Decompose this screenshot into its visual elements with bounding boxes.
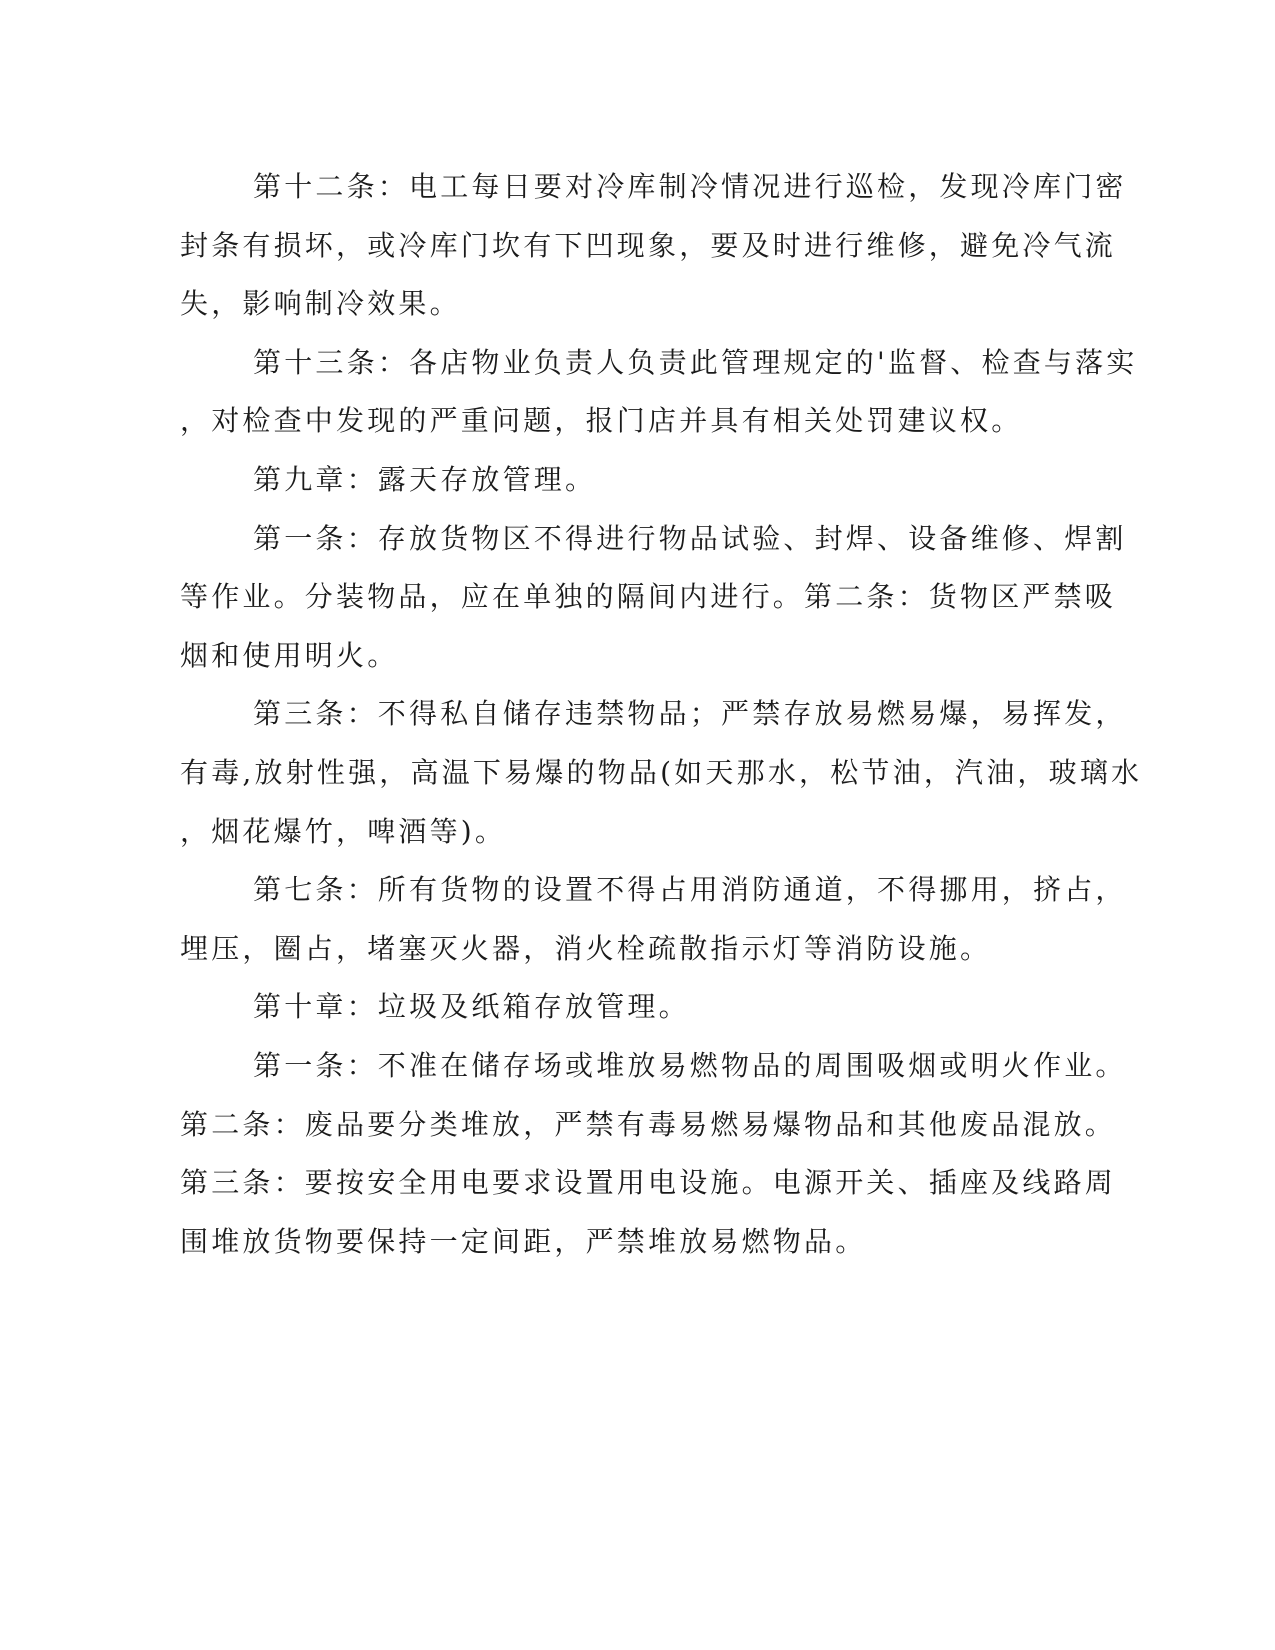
text-line: 有毒,放射性强，高温下易爆的物品(如天那水，松节油，汽油，玻璃水	[180, 755, 1143, 789]
text-line: 烟和使用明火。	[180, 638, 399, 672]
text-line: 埋压，圈占，堵塞灭火器，消火栓疏散指示灯等消防设施。	[180, 931, 992, 965]
text-line: 第七条：所有货物的设置不得占用消防通道，不得挪用，挤占，	[253, 873, 1127, 907]
text-line: 第三条：要按安全用电要求设置用电设施。电源开关、插座及线路周	[180, 1166, 1117, 1200]
text-line: 围堆放货物要保持一定间距，严禁堆放易燃物品。	[180, 1224, 867, 1258]
text-line: 第一条：存放货物区不得进行物品试验、封焊、设备维修、焊割	[253, 521, 1127, 555]
text-line: 封条有损坏，或冷库门坎有下凹现象，要及时进行维修，避免冷气流	[180, 228, 1117, 262]
text-line: ，烟花爆竹，啤酒等)。	[180, 814, 507, 848]
document-body	[180, 158, 1143, 1271]
chapter-heading: 第十章：垃圾及纸箱存放管理。	[253, 990, 690, 1024]
text-line: ，对检查中发现的严重问题，报门店并具有相关处罚建议权。	[180, 404, 1023, 438]
text-line: 第十二条：电工每日要对冷库制冷情况进行巡检，发现冷库门密	[253, 170, 1127, 203]
text-line: 第一条：不准在储存场或堆放易燃物品的周围吸烟或明火作业。	[253, 1048, 1127, 1082]
text-line: 失，影响制冷效果。	[180, 287, 461, 321]
text-line: 等作业。分装物品，应在单独的隔间内进行。第二条：货物区严禁吸	[180, 580, 1117, 614]
chapter-heading: 第九章：露天存放管理。	[253, 462, 597, 496]
text-line: 第十三条：各店物业负责人负责此管理规定的'监督、检查与落实	[253, 345, 1138, 379]
text-line: 第二条：废品要分类堆放，严禁有毒易燃易爆物品和其他废品混放。	[180, 1107, 1117, 1141]
text-line: 第三条：不得私自储存违禁物品；严禁存放易燃易爆，易挥发，	[253, 697, 1127, 731]
